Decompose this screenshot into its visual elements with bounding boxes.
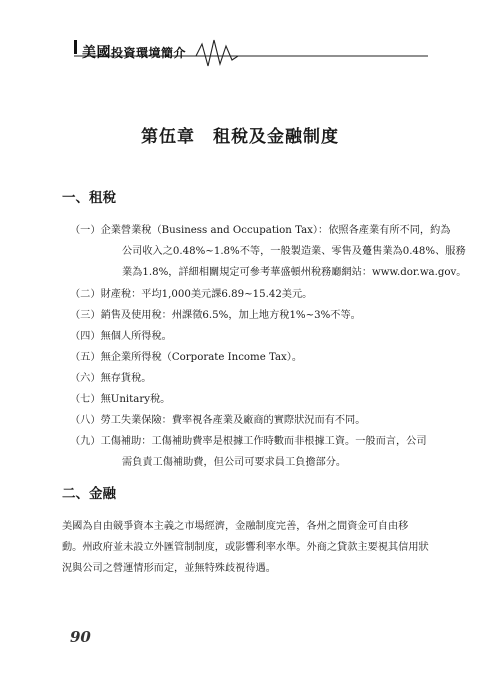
header-title-main: 美國 [82,45,111,61]
item-text: 無存貨稅。 [100,373,152,384]
finance-paragraph-line-3: 況與公司之營運情形而定，並無特殊歧視待遇。 [62,563,276,574]
tax-item-6 [70,368,430,389]
item-number: （三） [70,310,101,321]
item-text: 無Unitary稅。 [100,394,171,405]
tax-item-7 [70,389,430,410]
tax-item-9 [70,431,430,452]
item-number: （九） [70,436,101,447]
tax-item-1 [70,220,451,241]
item-text: 財產稅：平均1,000美元課6.89~15.42美元。 [100,289,313,300]
tax-item-1-line-3: 業為1.8%，詳細相關規定可參考華盛頓州稅務廳網站：www.dor.wa.gov。 [122,267,467,278]
tax-item-4 [70,326,430,347]
page-number: 90 [70,628,91,646]
tax-item-9-line-2: 需負責工傷補助費，但公司可要求員工負擔部分。 [122,457,347,468]
item-text: 銷售及使用稅：州課徵6.5%，加上地方稅1%~3%不等。 [100,310,361,321]
item-text: 無個人所得稅。 [100,331,172,342]
finance-paragraph-line-2: 動。州政府並未設立外匯管制制度，或影響利率水準。外商之貸款主要視其信用狀 [62,542,429,553]
finance-paragraph-line-1: 美國為自由競爭資本主義之市場經濟，金融制度完善，各州之間資金可自由移 [62,521,409,532]
tax-item-5 [70,347,430,368]
section-title-tax: 一、租稅 [62,190,116,206]
item-number: （六） [70,373,101,384]
section-title-finance: 二、金融 [62,486,116,502]
tax-item-1-line-2: 公司收入之0.48%~1.8%不等，一般製造業、零售及躉售業為0.48%、服務 [122,246,466,257]
header-title-sub: 投資環境簡介 [111,46,187,60]
item-text: 企業營業稅（Business and Occupation Tax）：依照各產業有所不同，約為 [100,225,451,236]
item-number: （二） [70,289,101,300]
tax-item-8 [70,410,430,431]
item-number: （一） [70,225,101,236]
item-number: （四） [70,331,101,342]
item-text: 無企業所得稅（Corporate Income Tax）。 [100,352,303,363]
item-number: （五） [70,352,101,363]
item-text: 工傷補助：工傷補助費率是根據工作時數而非根據工資。一般而言，公司 [100,436,427,447]
tax-item-3 [70,305,430,326]
chapter-title: 第伍章 租稅及金融制度 [141,127,339,147]
item-text: 勞工失業保險：費率視各產業及廠商的實際狀況而有不同。 [100,415,366,426]
tax-item-2 [70,284,430,305]
header-title [82,42,186,62]
item-number: （八） [70,415,101,426]
item-number: （七） [70,394,101,405]
running-header [56,34,428,70]
